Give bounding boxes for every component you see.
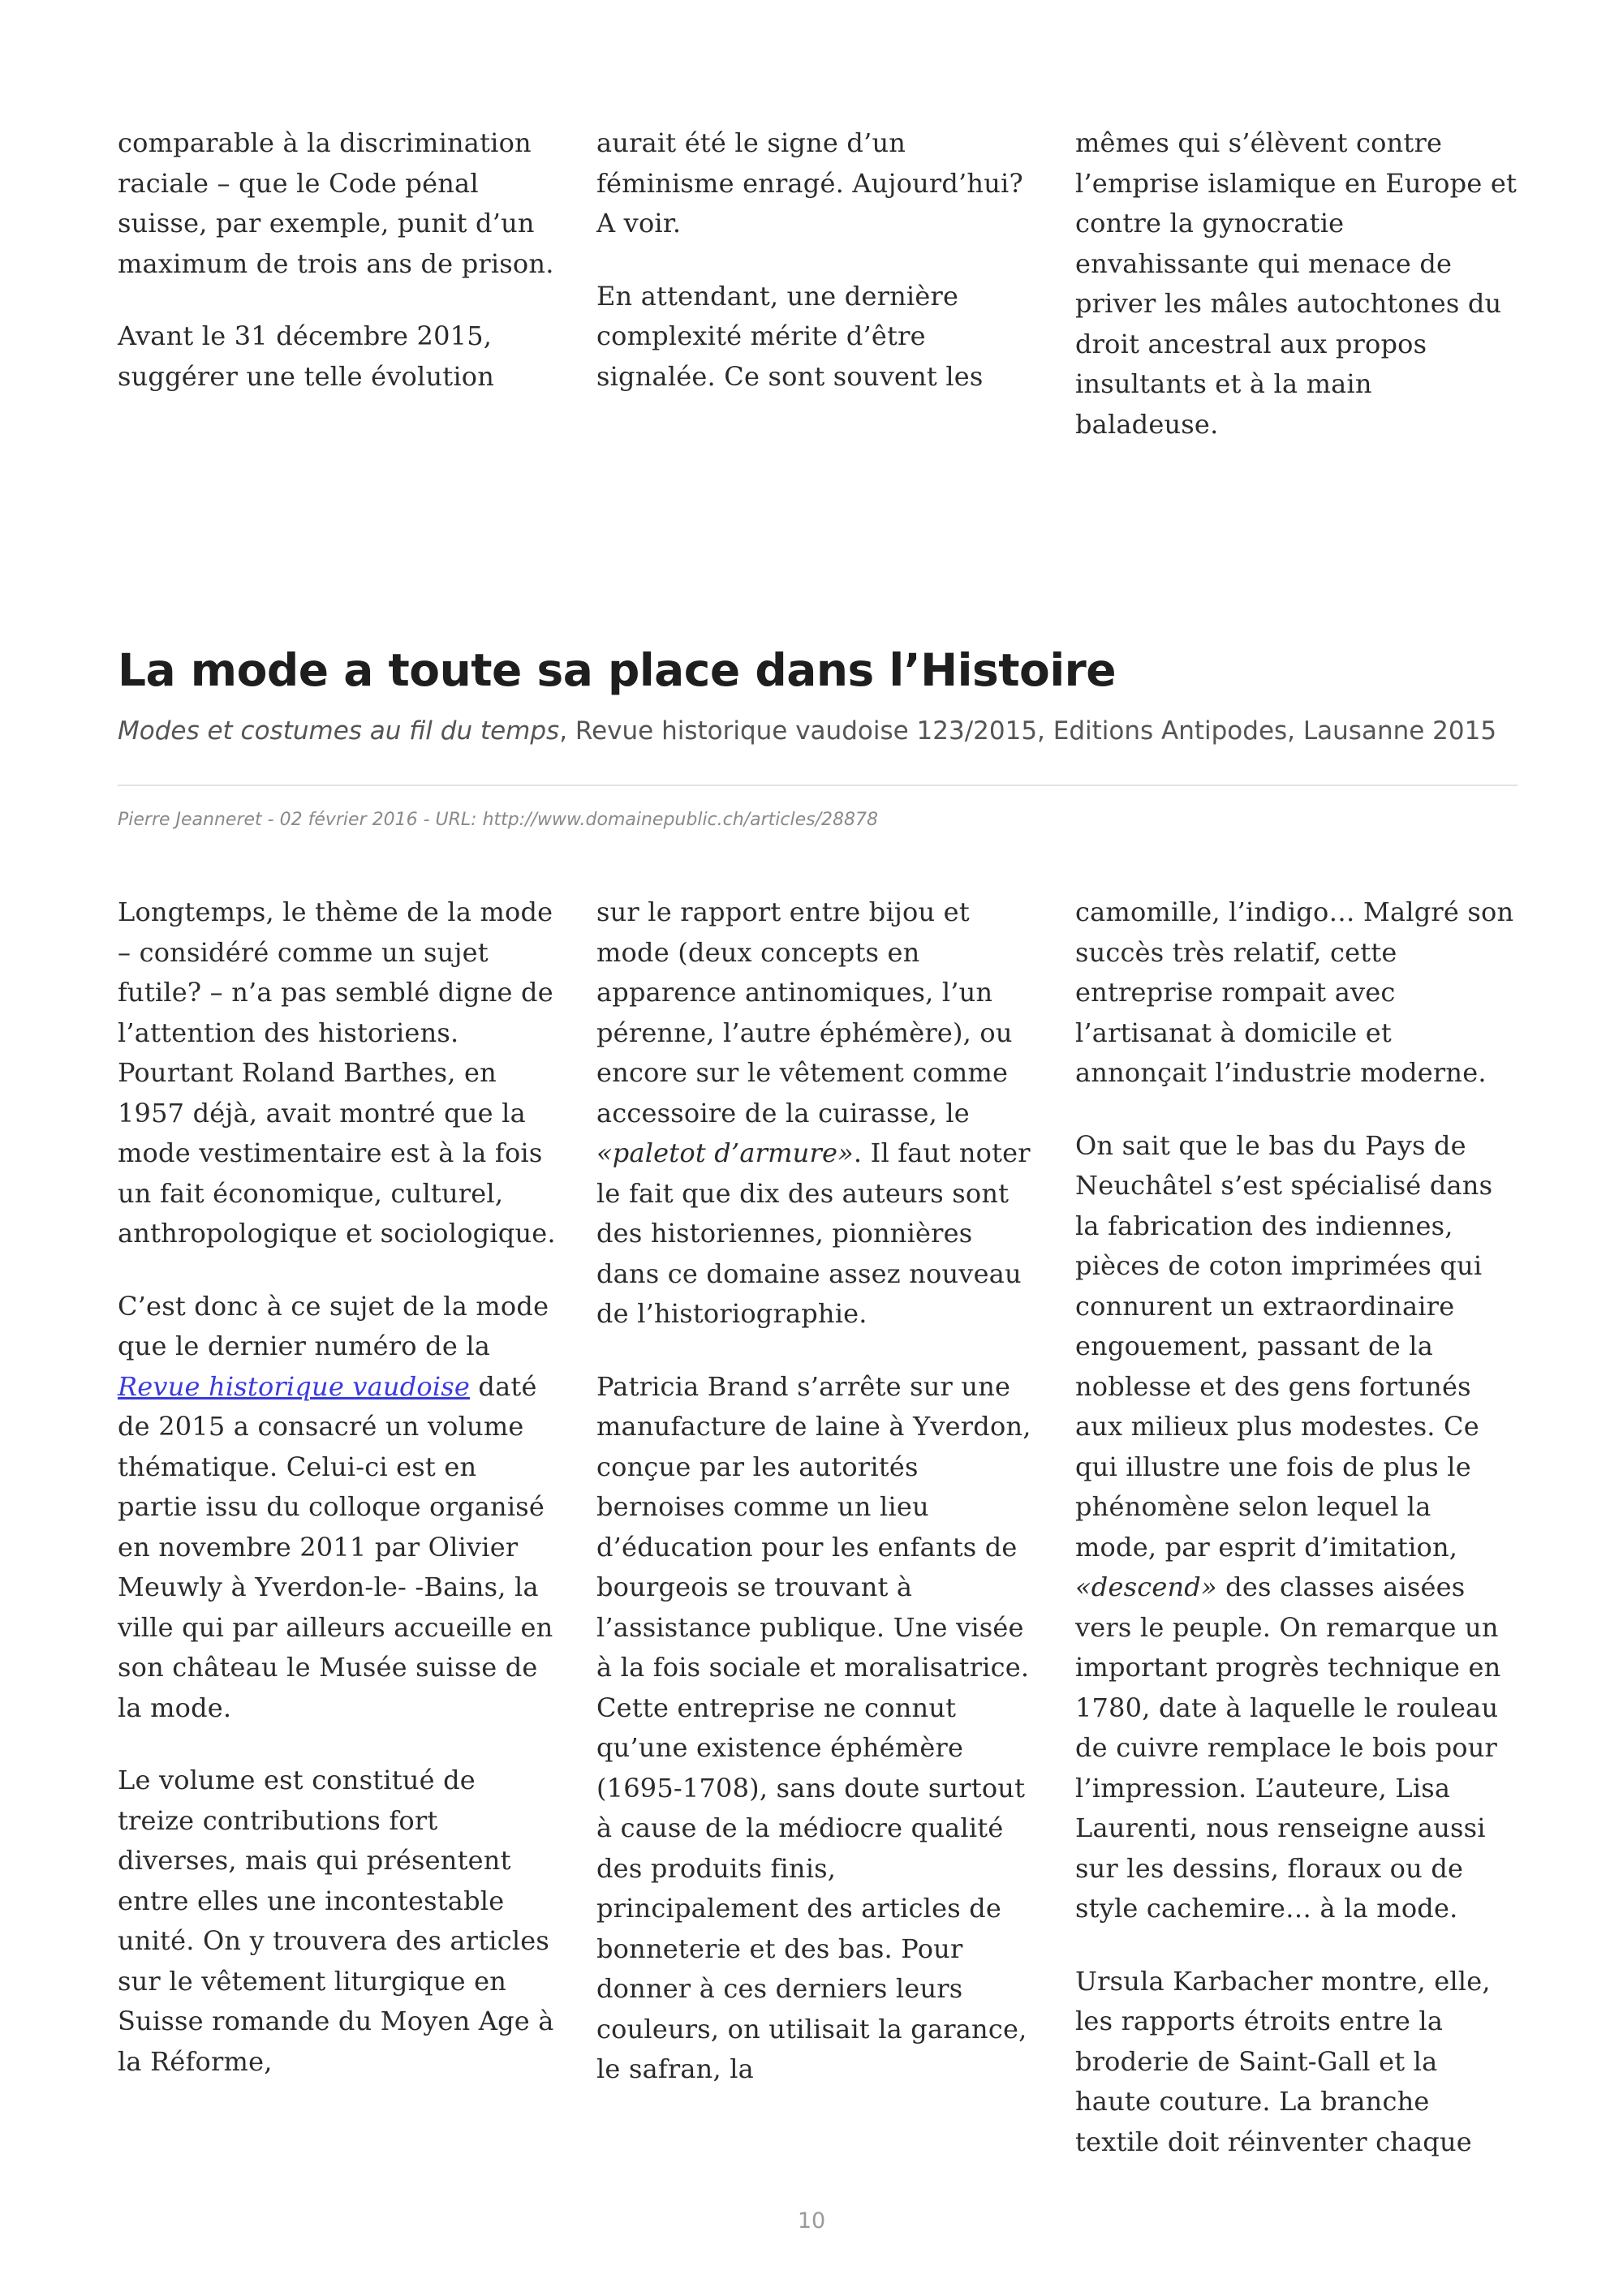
paragraph (596, 892, 1039, 1335)
article-body (118, 892, 1518, 2162)
paragraph: mêmes qui s’élèvent contre l’emprise islamique en Europe et contre la gynocratie envahissante qui menace de priver les mâles autochtones du droit ancestral aux propos insultants et à la main baladeuse. (1075, 127, 1518, 440)
paragraph: Patricia Brand s’arrête sur une manufacture de laine à Yverdon, conçue par les autorités bernoises comme un lieu d’éducation pour les enfants de bourgeois se trouvant à l’assistance publique. Une visée à la fois sociale et moralisatrice. Cette entreprise ne connut qu’une existence éphémère (1695-1708), sans doute surtout à cause de la médiocre qualité des produits finis, principalement des articles de bonneterie et des bas. Pour donner à ces derniers leurs couleurs, on utilisait la garance, le safran, la (596, 1370, 1031, 2084)
top-column-2 (596, 123, 1039, 445)
top-column-3 (1075, 123, 1518, 445)
text-run: On sait que le bas du Pays de Neuchâtel s’est spécialisé dans la fabrication des indiennes, pièces de coton imprimées qui connurent un extraordinaire engouement, passant de la noblesse et des gens fortunés aux milieux plus modestes. Ce qui illustre une fois de plus le phénomène selon lequel la mode, par esprit d’imitation, (1075, 1129, 1493, 1563)
text-run: daté de 2015 a consacré un volume thématique. Celui-ci est en partie issu du colloque organisé en novembre 2011 par Olivier Meuwly à Yverdon-le- -Bains, la ville qui par ailleurs accueille en son château le Musée suisse de la mode. (118, 1370, 553, 1723)
body-column-1 (118, 892, 560, 2162)
text-run: sur le rapport entre bijou et mode (deux concepts en apparence antinomiques, l’un pérenne, l’autre éphémère), ou encore sur le vêtement comme accessoire de la cuirasse, le (596, 896, 1013, 1129)
paragraph: camomille, l’indigo… Malgré son succès très relatif, cette entreprise rompait avec l’artisanat à domicile et annonçait l’industrie moderne. (1075, 896, 1514, 1088)
text-run: . Il faut noter le fait que dix des auteurs sont des historiennes, pionnières dans ce domaine assez nouveau de l’historiographie. (596, 1137, 1031, 1329)
paragraph (118, 1287, 560, 1729)
body-column-3 (1075, 892, 1518, 2162)
text-run: C’est donc à ce sujet de la mode que le dernier numéro de la (118, 1290, 549, 1361)
revue-historique-link[interactable]: Revue historique vaudoise (118, 1370, 471, 1402)
paragraph: Ursula Karbacher montre, elle, les rapports étroits entre la broderie de Saint-Gall et la haute couture. La branche textile doit réinventer chaque (1075, 1965, 1491, 2157)
article-subtitle (118, 711, 1496, 751)
paragraph (1075, 1126, 1518, 1929)
article-meta: Pierre Jeanneret - 02 février 2016 - URL: http://www.domainepublic.ch/articles/28878 (118, 810, 878, 830)
quote-paletot: «paletot d’armure» (596, 1137, 854, 1168)
paragraph: Le volume est constitué de treize contributions fort diverses, mais qui présentent entre elles une incontestable unité. On y trouvera des articles sur le vêtement liturgique en Suisse romande du Moyen Age à la Réforme, (118, 1765, 554, 2077)
page-number: 10 (797, 2208, 826, 2234)
paragraph: Avant le 31 décembre 2015, suggérer une telle évolution (118, 320, 495, 392)
paragraph: comparable à la discrimination raciale – que le Code pénal suisse, par exemple, punit d’un maximum de trois ans de prison. (118, 127, 554, 279)
text-run: des classes aisées vers le peuple. On remarque un important progrès technique en 1780, date à laquelle le rouleau de cuivre remplace le bois pour l’impression. L’auteure, Lisa Laurenti, nous renseigne aussi sur les dessins, floraux ou de style cachemire… à la mode. (1075, 1572, 1501, 1924)
top-column-1 (118, 123, 560, 445)
quote-descend: «descend» (1075, 1572, 1217, 1602)
paragraph: aurait été le signe d’un féminisme enragé. Aujourd’hui? A voir. (596, 127, 1023, 239)
body-column-2 (596, 892, 1039, 2162)
previous-article-continuation (118, 123, 1518, 445)
header-divider (118, 785, 1518, 786)
paragraph: En attendant, une dernière complexité mérite d’être signalée. Ce sont souvent les (596, 280, 984, 392)
paragraph: Longtemps, le thème de la mode – considéré comme un sujet futile? – n’a pas semblé digne de l’attention des historiens. Pourtant Roland Barthes, en 1957 déjà, avait montré que la mode vestimentaire est à la fois un fait économique, culturel, anthropologique et sociologique. (118, 896, 556, 1249)
book-details: , Revue historique vaudoise 123/2015, Editions Antipodes, Lausanne 2015 (559, 716, 1497, 746)
book-title: Modes et costumes au fil du temps (118, 716, 560, 746)
article-title: La mode a toute sa place dans l’Histoire (118, 644, 1117, 696)
